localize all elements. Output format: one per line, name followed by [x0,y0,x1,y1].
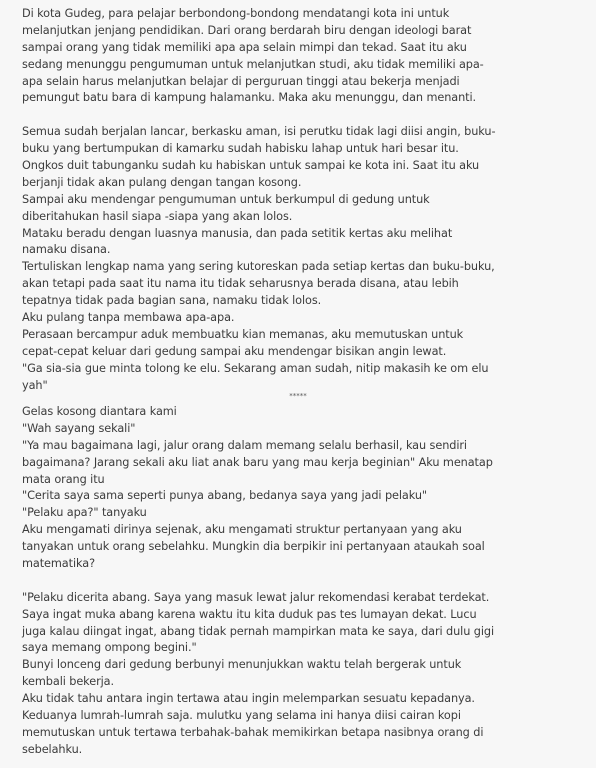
paragraph-gap [22,573,574,590]
text-line: Aku mengamati dirinya sejenak, aku mengamati struktur pertanyaan yang aku [22,523,462,537]
text-line: saya memang ompong begini." [22,641,197,655]
text-line: Tertuliskan lengkap nama yang sering kutoreskan pada setiap kertas dan buku-buku, [22,260,495,274]
text-line: akan tetapi pada saat itu nama itu tidak seharusnya berada disana, atau lebih [22,277,459,291]
text-line: "Ga sia-sia gue minta tolong ke elu. Sekarang aman sudah, nitip makasih ke om elu [22,361,489,375]
text-line: tanyakan untuk orang sebelahku. Mungkin dia berpikir ini pertanyaan ataukah soal [22,540,485,554]
story-part-two [22,404,574,759]
story-part-one [22,6,574,394]
text-line: melanjutkan jenjang pendidikan. Dari orang berdarah biru dengan ideologi barat [22,23,472,37]
text-line: Saya ingat muka abang karena waktu itu kita duduk pas tes lumayan dekat. Lucu [22,607,477,621]
text-line: diberitahukan hasil siapa -siapa yang akan lolos. [22,209,293,223]
text-line: sampai orang yang tidak memiliki apa apa selain mimpi dan tekad. Saat itu aku [22,40,467,54]
text-line: apa selain harus melanjutkan belajar di perguruan tinggi atau bekerja menjadi [22,74,460,88]
text-line: "Pelaku apa?" tanyaku [22,506,147,520]
text-line: "Cerita saya sama seperti punya abang, bedanya saya yang jadi pelaku" [22,489,427,503]
text-line: mata orang itu [22,472,105,486]
text-line: namaku disana. [22,243,111,257]
text-line: yah" [22,378,48,392]
text-line: sedang menunggu pengumuman untuk melanjutkan studi, aku tidak memiliki apa- [22,57,484,71]
section-separator-wrap [22,391,574,405]
text-line: "Pelaku dicerita abang. Saya yang masuk lewat jalur rekomendasi kerabat terdekat. [22,590,490,604]
section-separator: ***** [289,392,307,400]
text-line: juga kalau diingat ingat, abang tidak pernah mampirkan mata ke saya, dari dulu gigi [22,624,494,638]
text-line: bagaimana? Jarang sekali aku liat anak baru yang mau kerja beginian" Aku menatap [22,455,493,469]
text-line: Semua sudah berjalan lancar, berkasku aman, isi perutku tidak lagi diisi angin, buku- [22,125,496,139]
text-line: buku yang bertumpukan di kamarku sudah habisku lahap untuk hari besar itu. [22,142,459,156]
text-line: "Ya mau bagaimana lagi, jalur orang dalam memang selalu berhasil, kau sendiri [22,438,467,452]
text-line: Aku pulang tanpa membawa apa-apa. [22,311,235,325]
text-line: Keduanya lumrah-lumrah saja. mulutku yang selama ini hanya diisi cairan kopi [22,709,461,723]
text-line: "Wah sayang sekali" [22,421,136,435]
text-line: Di kota Gudeg, para pelajar berbondong-bondong mendatangi kota ini untuk [22,7,450,20]
text-line: tepatnya tidak pada bagian sana, namaku tidak lolos. [22,294,322,308]
text-line: matematika? [22,557,95,571]
text-line: Bunyi lonceng dari gedung berbunyi menunjukkan waktu telah bergerak untuk [22,658,462,672]
text-line: Aku tidak tahu antara ingin tertawa atau ingin melemparkan sesuatu kepadanya. [22,692,475,706]
paragraph-gap [22,107,574,124]
text-line: pemungut batu bara di kampung halamanku. Maka aku menunggu, dan menanti. [22,91,477,105]
text-line: Perasaan bercampur aduk membuatku kian memanas, aku memutuskan untuk [22,327,464,341]
text-line: sebelahku. [22,742,83,756]
text-line: kembali bekerja. [22,675,114,689]
text-line: memutuskan untuk tertawa terbahak-bahak memikirkan betapa nasibnya orang di [22,725,484,739]
text-line: Sampai aku mendengar pengumuman untuk berkumpul di gedung untuk [22,192,430,206]
text-line: cepat-cepat keluar dari gedung sampai aku mendengar bisikan angin lewat. [22,344,447,358]
text-line: Mataku beradu dengan luasnya manusia, dan pada setitik kertas aku melihat [22,226,453,240]
text-line: berjanji tidak akan pulang dengan tangan kosong. [22,175,302,189]
text-line: Gelas kosong diantara kami [22,405,177,418]
text-line: Ongkos duit tabunganku sudah ku habiskan untuk sampai ke kota ini. Saat itu aku [22,159,480,173]
